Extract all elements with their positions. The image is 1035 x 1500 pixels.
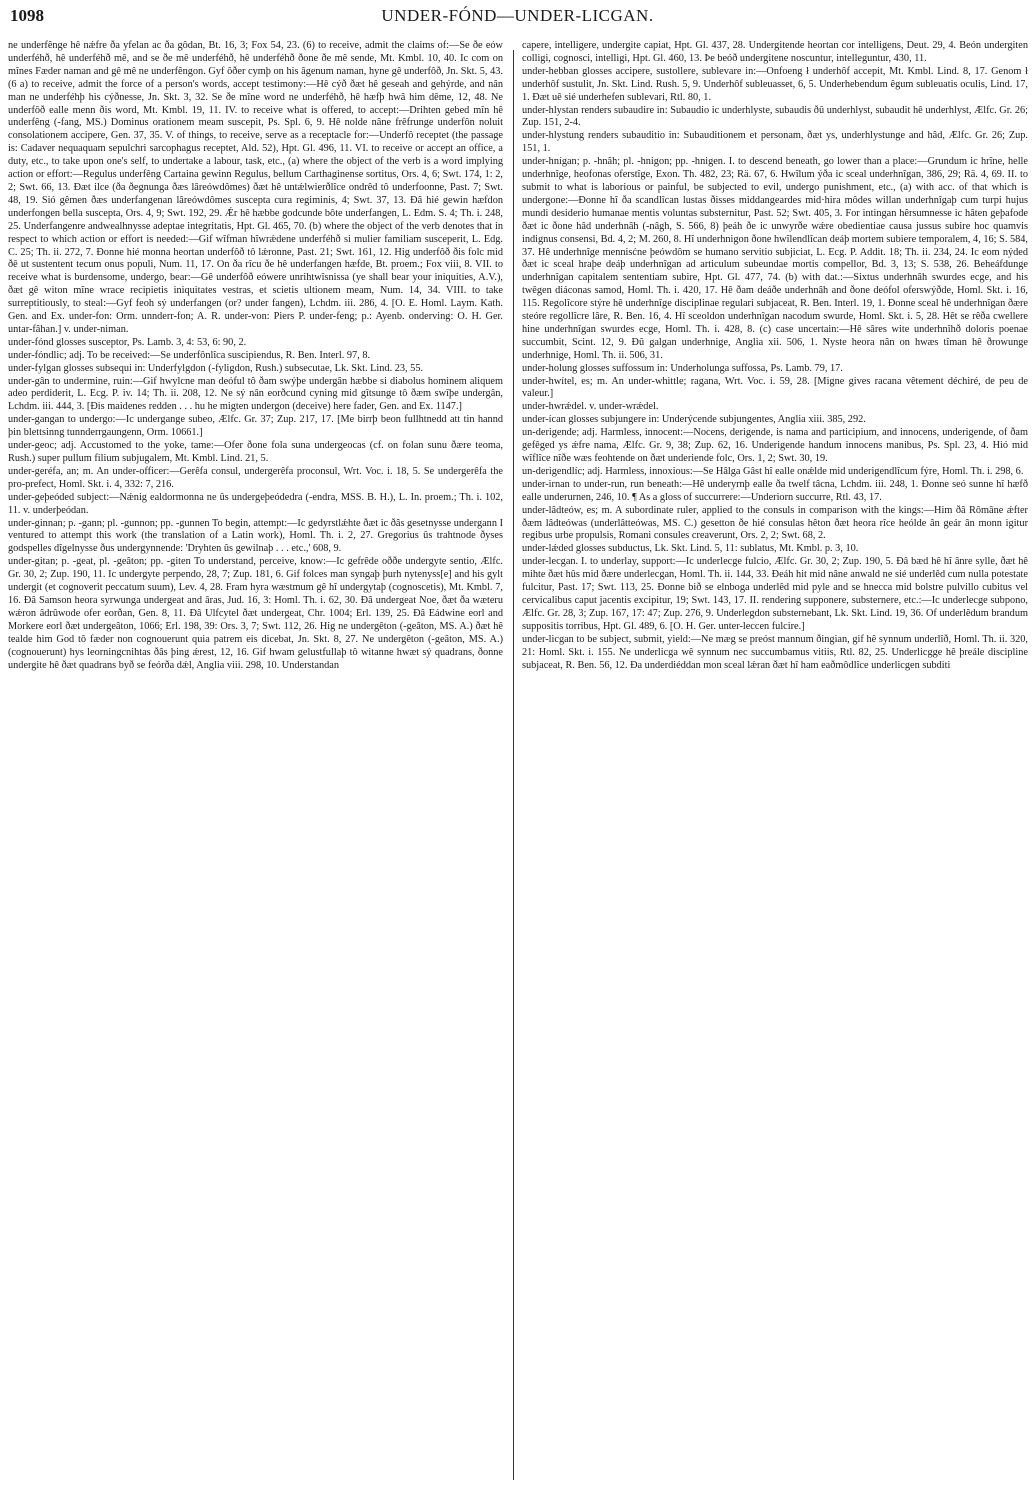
- right-column: [522, 40, 1028, 672]
- column-divider: [513, 50, 514, 1480]
- entry-paragraph: under-geþeóded subject:—Nǽnig ealdormonna ne ûs undergeþeódedra (-endra, MSS. B. H.), L. In. proem.; Th. i. 102, 11. v. underþeódan.: [8, 491, 503, 516]
- entry-paragraph: under-hebban glosses accipere, sustollere, sublevare in:—Onfoeng ł underhôf accepit, Mt. Kmbl. Lind. 8, 17. Genom ł underhôf sustulit, Jn. Skt. Lind. Rush. 5, 9. Underhôf subleuasset, 6, 5. Underhebendum êgum subleuatis oculis, Lind. 17, 1. Ðæt uê sié underhefen sublevari, Rtl. 80, 1.: [522, 65, 1028, 103]
- entry-paragraph: under-irnan to under-run, run beneath:—Hê underyrnþ ealle ða twelf tâcna, Lchdm. iii. 248, 1. Ðonne seó sunne hî hæfð ealle underurnen, 246, 10. ¶ As a gloss of succurrere:—Underiorn succurre, Rtl. 43, 17.: [522, 478, 1028, 503]
- entry-paragraph: under-fylgan glosses subsequi in: Underfylgdon (-fyligdon, Rush.) subsecutae, Lk. Skt. Lind. 23, 55.: [8, 362, 424, 374]
- entry-paragraph: under-lâdteów, es; m. A subordinate ruler, applied to the consuls in comparison with the kings:—Him ðâ Rômâne ǽfter ðæm lâdteówas (underlâtteówas, MS. C.) gesetton ðe hié consulas hêton ðæt heora rîce heólde ân geár ân monn igitur regibus urbe propulsis, Romani consules creaverunt, Ors. 2, 2; Swt. 68, 2.: [522, 504, 1028, 542]
- entry-paragraph: under-gân to undermine, ruin:—Gif hwylcne man deóful tô ðam swýþe undergân hæbbe si diabolus hominem aliquem adeo perdiderit, L. Ecg. P. iv. 14; Th. ii. 208, 12. Ne sý nân eorðcund cyning mid gîtsunge tô ðæm swîþe undergân, Lchdm. iii. 444, 3. [Ðis maidenes redden . . . hu he migten undergon (deceive) here fader, Gen. and Ex. 1147.]: [8, 375, 503, 413]
- entry-paragraph: un-derigende; adj. Harmless, innocent:—Nocens, derigende, is nama and participium, and innocens, underigende, of ðam gefêged ys ǽfre nama, Ælfc. Gr. 9, 38; Zup. 62, 16. Underigende handum innocens manibus, Ps. Spl. 23, 4. Hió mid wîflîce nîðe wæs feohtende on ðæt underiende folc, Ors. 1, 2; Swt. 30, 19.: [522, 427, 1028, 464]
- entry-paragraph: under-lecgan. I. to underlay, support:—Ic underlecge fulcio, Ælfc. Gr. 30, 2; Zup. 190, 5. Ðâ bæd hê hî ânre sylle, ðæt hê mihte ðæt hûs mid ðære underlecgan, Homl. Th. ii. 144, 33. Ðeáh hit mid nâne anwald ne sié underlêd cum nulla potestate fulcitur, Past. 17; Swt. 113, 25. Ðonne bið se elnboga underlêd mid pyle and se hnecca mid bolstre pulvillo cubitus vel cervicalibus caput jacentis excipitur, 19; Swt. 143, 17. II. rendering supponere, substernere, etc.:—Ic underlecge subpono, Ælfc. Gr. 28, 3; Zup. 167, 17: 47; Zup. 276, 9. Underlegdon substernebant, Lk. Skt. Lind. 19, 36. Of underlêdum brandum suppositis torribus, Hpt. Gl. 489, 6. [O. H. Ger. unter-leccen fulcire.]: [522, 556, 1028, 632]
- entry-paragraph: under-geoc; adj. Accustomed to the yoke, tame:—Ofer ðone fola suna undergeocas (cf. on folan sunu ðære teoma, Rush.) super pullum filium subjugalem, Mt. Kmbl. Lind. 21, 5.: [8, 440, 503, 464]
- entry-paragraph: under-fónd glosses susceptor, Ps. Lamb. 3, 4: 53, 6: 90, 2.: [8, 336, 247, 348]
- entry-paragraph: under-hnígan; p. -hnâh; pl. -hnigon; pp. -hnigen. I. to descend beneath, go lower than a place:—Grundum ic hrîne, helle underhnîge, heofonas oferstîge, Exon. Th. 482, 23; Rä. 67, 6. Hwîlum ýða ic sceal underhnîgan, 386, 29; Rä. 4, 69. II. to submit to what is laborious or painful, be subjected to evil, undergo punishment, etc., (a) with acc. of that which is undergone:—Ðonne hî ða scandlîcan lustas ðisses middangeardes mid·hira môdes willan underhnîgaþ cum turpi hujus mundi desiderio humanae mentis voluntas substernitur, Past. 52; Swt. 405, 3. For intingan hêrsumnesse ic hâten geþafode ðæt ic ðone hâd underhnâh (-nâgh, S. 566, 8) þeáh ðe ic unwyrðe wǽre obedientiae causa jussus subire hoc quamvis indignus consensi, Bd. 4, 2; M. 260, 8. Hî underhnigon ðone hwîlendlîcan deáþ mortem subiere temporalem, 4, 16; S. 584, 37. Hê underhnîge mennisćne þeówdôm se humano servitio subjiciat, L. Ecg. P. Addit. 18; Th. ii. 234, 24. Ic eom nýded ðæt ic sceal hraþe deáþ underhnîgan ad articulum subeundae mortis compellor, Bd. 3, 13; S. 538, 26. Beheáfdunge underhnîgan capitalem sententiam subire, Hpt. Gl. 477, 74. (b) with dat.:—Sixtus underhnâh swurdes ecge, and his twêgen diáconas samod, Homl. Th. i. 420, 17. Hê ðam deáðe underhnâh and ðone deófol oferswýðde, Homl. Skt. i. 16, 115. Regolîcore stýre hê underhnîge disciplinae regulari subjaceat, R. Ben. Interl. 19, 1. Ðonne sceal hê underhnîgan ðære steóre regollîcre lâre, R. Ben. 16, 4. Hî sceoldon underhnîgan nacodum swurde, Homl. Skt. i. 5, 28. Hêt se rêða cwellere hine underhnîgan swurdes ecge, Homl. Th. i. 428, 8. (c) case uncertain:—Hê sâres wite underhnîhð doloris poenae succumbit, Scint. 12, 9. Ðû galgan underhnige, Anglia xii. 506, 1. Nyste heora nân on hwæs tîman hê ðrowunge underhnige, Homl. Th. ii. 506, 31.: [522, 156, 1028, 361]
- entry-paragraph: under-hlystan renders subaudire in: Subaudio ic underhlyste, subaudis ðû underhlyst, subaudit hê underhlyst, Ælfc. Gr. 26; Zup. 151, 2-4.: [522, 104, 1028, 129]
- entry-paragraph: under-gangan to undergo:—Ic undergange subeo, Ælfc. Gr. 37; Zup. 217, 17. [Me birrþ beon fullhtnedd att tin hannd þin blettsinng tunnderrgaungenn, Orm. 10661.]: [8, 414, 503, 439]
- entry-paragraph: under-gitan; p. -geat, pl. -geâton; pp. -giten To understand, perceive, know:—Ic gefrêde oððe undergyte sentio, Ælfc. Gr. 30, 2; Zup. 190, 11. Ic undergyte perpendo, 28, 7; Zup. 181, 6. Gif folces man syngaþ þurh nytenyss[e] and his gylt undergit (et cognoverit peccatum suum), Lev. 4, 28. Fram hyra wæstmum gê hî undergytaþ (cognoscetis), Mt. Kmbl. 7, 16. Ðâ Samson heora syrwunga undergeat and âras, Jud. 16, 3: Homl. Th. i. 62, 30. Ðâ undergeat Noe, ðæt ða wæteru wǽron âdrûwode ofer eorðan, Gen. 8, 11. Ðâ Ulfcytel ðæt undergeat, Chr. 1004; Erl. 139, 25. Ðâ Eádwine eorl and Morkere eorl ðæt undergeâton, 1066; Erl. 198, 39: Ors. 3, 7; Swt. 112, 26. Hig ne undergêton (-geâton, MS. A.) ðæt hê tealde him God tô fæder non cognouerunt quia patrem eis dicebat, Jn. Skt. 8, 27. Ne undergêton (-geâton, MS. A.) (cognouerunt) hys leorningcnihtas ðâs þing ǽrest, 12, 16. Gif hwam gelustfullaþ tô witanne hwæt sý quadrans, ðonne undergite hê ðæt quadrans byð se feórða dǽl, Anglia viii. 298, 10. Understandan: [8, 556, 503, 671]
- entry-paragraph: under-ícan glosses subjungere in: Underýcende subjungentes, Anglia xiii. 385, 292.: [522, 414, 866, 426]
- entry-paragraph: under-hlystung renders subauditio in: Subauditionem et personam, ðæt ys, underhlystunge and hâd, Ælfc. Gr. 26; Zup. 151, 1.: [522, 130, 1028, 155]
- entry-paragraph: un-derigendlíc; adj. Harmless, innoxious:—Se Hâlga Gâst hî ealle onǽlde mid underigendlîcum fýre, Homl. Th. i. 298, 6.: [522, 465, 1024, 477]
- entry-paragraph: under-hwrǽdel. v. under-wrǽdel.: [522, 401, 659, 413]
- entry-paragraph: under-hwítel, es; m. An under-whittle; ragana, Wrt. Voc. i. 59, 28. [Migne gives racana vêtement déchiré, de peu de valeur.]: [522, 375, 1028, 400]
- entry-paragraph: capere, intelligere, undergite capiat, Hpt. Gl. 437, 28. Undergitende heortan cor intelligens, Deut. 29, 4. Beón undergiten colligi, cognosci, intelligi, Hpt. Gl. 460, 13. Þe beóð undergitene noscuntur, intelleguntur, 430, 11.: [522, 40, 1028, 64]
- page-header: [8, 6, 1027, 32]
- entry-paragraph: under-licgan to be subject, submit, yield:—Ne mæg se preóst mannum ðingian, gif hê synnum underlîð, Homl. Th. ii. 320, 21: Homl. Skt. i. 155. Ne underlicga wê synnum nec succumbamus vitiis, Rtl. 82, 25. Underlicgge hê þreále discipline subjaceat, R. Ben. 56, 12. Ða underdiéddan mon sceal lǽran ðæt hî ham eaðmôdlîce underlicgen subditi: [522, 633, 1028, 671]
- page-title: UNDER-FÓND—UNDER-LICGAN.: [381, 6, 654, 25]
- left-column: [8, 40, 503, 672]
- page-number: 1098: [10, 6, 44, 25]
- entry-paragraph: ne underfênge hê nǽfre ða yfelan ac ða gôdan, Bt. 16, 3; Fox 54, 23. (6) to receive, admit the claims of:—Se ðe eów underféhð, hê underféhð mê, and se ðe mê underféhð, hê underféhð ðone ðe mê sende, Mt. Kmbl. 10, 40. Ic com on mînes Fæder naman and gê mê ne underfêngon. Gyf ôðer cymþ on his âgenum naman, hyne gê underfôð, Jn. Skt. 5, 43. (6 a) to receive, admit the force of a person's words, accept testimony:—Hê cýð ðæt hê geseah and gehýrde, and nân man ne underféhþ his cýðnesse, Jn. Skt. 3, 32. Se ðe mîne word ne underféhð, hê hæfþ hwâ him dême, 12, 48. Ne underfôð ealle menn ðis word, Mt. Kmbl. 19, 11. IV. to receive what is offered, to accept:—Drihten gebed mîn hê underfêng (-fang, MS.) Dominus orationem meam suscepit, Ps. Spl. 6, 9. Hê nolde nâne frêfrunge underfôn noluit consolationem accipere, Gen. 37, 35. V. of things, to receive, serve as a receptacle for:—Underfô receptet (the passage is: Cadaver nequaquam sepulchri sarcophagus receptet, Ald. 52), Hpt. Gl. 496, 11. VI. to receive or accept an office, a duty, etc., to take upon one's self, to undertake a labour, task, etc., (a) where the object of the verb is a word implying action or effort:—Regulus underfêng Cartaina gewinn Regulus, bellum Carthaginense sortitus, Ors. 4, 6; Swt. 174, 1: 2, 2; Swt. 66, 13. Ðæt ilce (ða ðegnunga ðæs lâreówdômes) ðæt hê untǽlwierðlîce ondrêd tô underfoonne, Past. 7; Swt. 48, 19. Sió gêmen ðæs underfangenan lâreówdômes suscepta cura regiminis, 4; Swt. 37, 13. Ðâ hié gewin hæfdon underfongen bella suscepta, Ors. 4, 9; Swt. 192, 29. Ǽr hê hæbbe godcunde bôte underfangen, L. Edm. S. 4; Th. i. 248, 25. Underfangenre andwealhnysse adeptae integritatis, Hpt. Gl. 465, 70. (b) where the object of the verb denotes that in respect to which action or effort is needed:—Gif wîfman hîwrǽdene underféhð si mulier familiam susceperit, L. Edg. C. 25; Th. ii. 272, 7. Ðonne hié monna heortan underfôð tô lǽronne, Past. 21; Swt. 161, 12. Hig underfôð ðis folc mid ðê ut sustentent tecum onus populi, Num. 11, 17. On ða rîcu ðe hê underfangen hæfde, Bt. proem.; Fox viii, 8. VII. to receive what is burdensome, undergo, bear:—Gê underfôð eówere unrihtwîsnissa (ye shall bear your iniquities, A.V.), ðæt gê witon mîne wrace recipietis iniquitates vestras, et scietis ultionem meam, Num. 14, 34. VIII. to take surreptitiously, to steal:—Gyf feoh sý underfangen (or? under fangen), Lchdm. iii. 286, 4. [O. E. Homl. Laym. Kath. Gen. and Ex. under-fon: Orm. unnderr-fon; A. R. under-von: Piers P. under-feng; p.: Ayenb. onderving: O. H. Ger. untar-fâhan.] v. under-niman.: [8, 40, 503, 335]
- entry-paragraph: under-ginnan; p. -gann; pl. -gunnon; pp. -gunnen To begin, attempt:—Ic gedyrstlǽhte ðæt ic ðâs gesetnysse undergann I ventured to attempt this work (the translation of a Latin work), Homl. Th. i. 2, 27. Gregorius ûs trahtnode ðyses godspelles dîgelnysse ðus undergynnende: 'Dryhten ûs gewilnaþ . . . etc.,' 608, 9.: [8, 517, 503, 555]
- entry-paragraph: under-geréfa, an; m. An under-officer:—Gerêfa consul, undergerêfa proconsul, Wrt. Voc. i. 18, 5. Se undergerêfa the pro-prefect, Homl. Skt. i. 4, 332: 7, 216.: [8, 465, 503, 490]
- entry-paragraph: under-holung glosses suffossum in: Underholunga suffossa, Ps. Lamb. 79, 17.: [522, 362, 843, 374]
- entry-paragraph: under-fóndlic; adj. To be received:—Se underfônlîca suscipiendus, R. Ben. Interl. 97, 8.: [8, 349, 371, 361]
- entry-paragraph: under-lǽded glosses subductus, Lk. Skt. Lind. 5, 11: sublatus, Mt. Kmbl. p. 3, 10.: [522, 543, 859, 555]
